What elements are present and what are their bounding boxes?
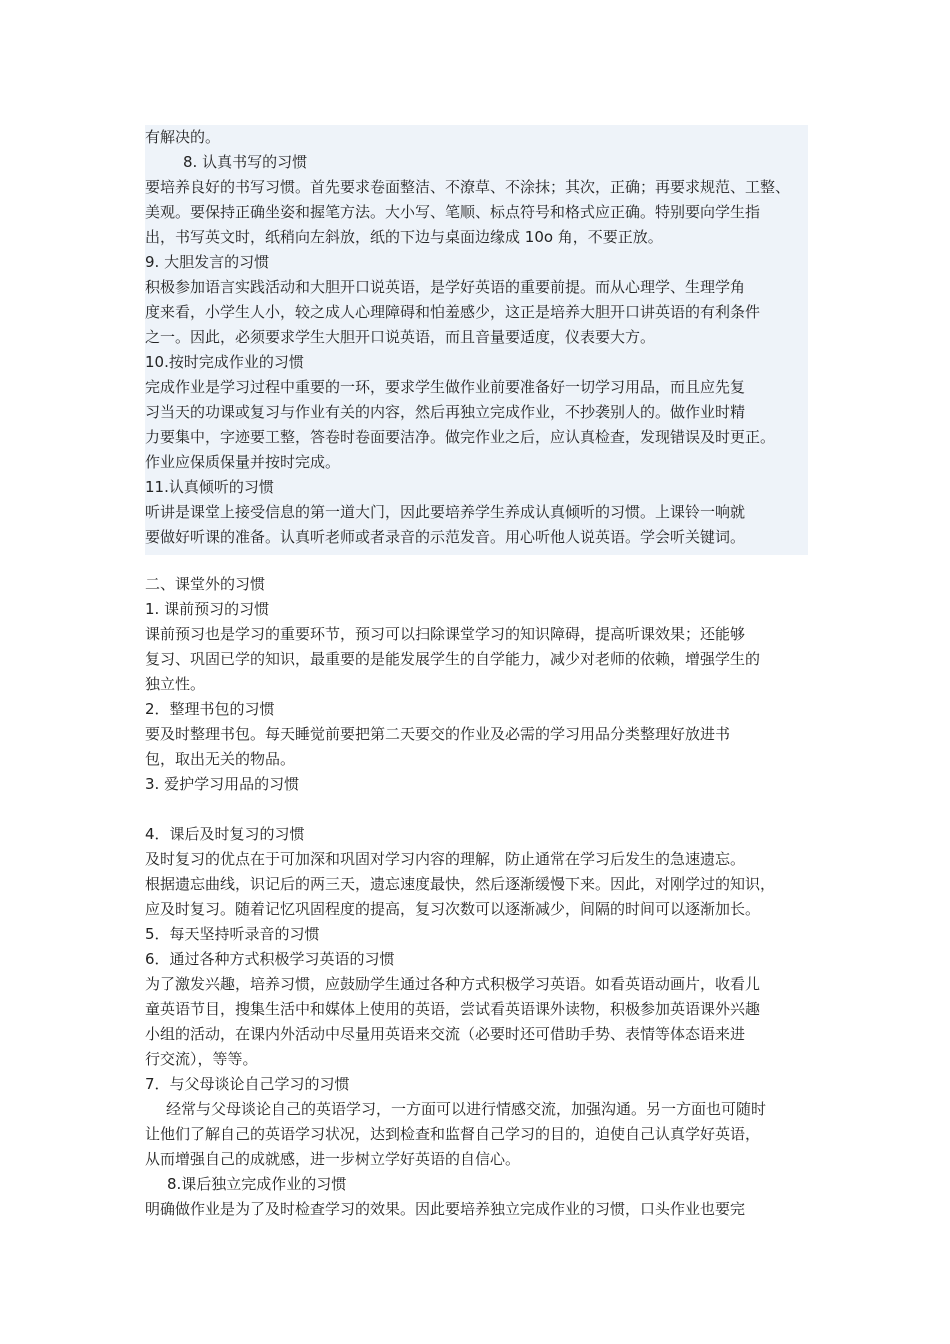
section-heading: 11.认真倾听的习惯 xyxy=(145,478,274,496)
text-line: 要做好听课的准备。认真听老师或者录音的示范发音。用心听他人说英语。学会听关键词。 xyxy=(145,528,746,546)
text-line: 从而增强自己的成就感，进一步树立学好英语的自信心。 xyxy=(145,1150,521,1168)
section-heading: 9. 大胆发言的习惯 xyxy=(145,253,270,271)
text-line: 课前预习也是学习的重要环节，预习可以扫除课堂学习的知识障碍，提高听课效果；还能够 xyxy=(145,625,746,643)
text-line: 积极参加语言实践活动和大胆开口说英语，是学好英语的重要前提。而从心理学、生理学角 xyxy=(145,278,746,296)
text-line: 为了激发兴趣，培养习惯，应鼓励学生通过各种方式积极学习英语。如看英语动画片，收看儿 xyxy=(145,975,761,993)
section-heading: 1. 课前预习的习惯 xyxy=(145,600,270,618)
text-line: 明确做作业是为了及时检查学习的效果。因此要培养独立完成作业的习惯，口头作业也要完 xyxy=(145,1200,746,1218)
text-line: 出，书写英文时，纸稍向左斜放，纸的下边与桌面边缘成 10o 角，不要正放。 xyxy=(145,228,663,246)
section-heading: 2．整理书包的习惯 xyxy=(145,700,275,718)
section-heading: 5．每天坚持听录音的习惯 xyxy=(145,925,320,943)
text-line: 及时复习的优点在于可加深和巩固对学习内容的理解，防止通常在学习后发生的急速遗忘。 xyxy=(145,850,746,868)
body-text-block xyxy=(145,572,808,1222)
text-line: 作业应保质保量并按时完成。 xyxy=(145,453,341,471)
text-line: 完成作业是学习过程中重要的一环，要求学生做作业前要准备好一切学习用品，而且应先复 xyxy=(145,378,746,396)
section-heading: 8. 认真书写的习惯 xyxy=(183,153,308,171)
section-heading: 4．课后及时复习的习惯 xyxy=(145,825,305,843)
text-line: 小组的活动，在课内外活动中尽量用英语来交流（必要时还可借助手势、表情等体态语来进 xyxy=(145,1025,746,1043)
text-line: 让他们了解自己的英语学习状况，达到检查和监督自己学习的目的，迫使自己认真学好英语， xyxy=(145,1125,761,1143)
section-heading: 3. 爱护学习用品的习惯 xyxy=(145,775,300,793)
blank-line xyxy=(145,797,808,822)
highlighted-text-block xyxy=(145,125,808,555)
text-line: 听讲是课堂上接受信息的第一道大门，因此要培养学生养成认真倾听的习惯。上课铃一响就 xyxy=(145,503,746,521)
text-line: 美观。要保持正确坐姿和握笔方法。大小写、笔顺、标点符号和格式应正确。特别要向学生指 xyxy=(145,203,761,221)
text-line: 要及时整理书包。每天睡觉前要把第二天要交的作业及必需的学习用品分类整理好放进书 xyxy=(145,725,731,743)
text-line: 经常与父母谈论自己的英语学习，一方面可以进行情感交流，加强沟通。另一方面也可随时 xyxy=(166,1100,767,1118)
text-line: 要培养良好的书写习惯。首先要求卷面整洁、不潦草、不涂抹；其次，正确；再要求规范、工整、 xyxy=(145,178,791,196)
section-heading: 7．与父母谈论自己学习的习惯 xyxy=(145,1075,350,1093)
section-heading: 8.课后独立完成作业的习惯 xyxy=(167,1175,347,1193)
text-line: 独立性。 xyxy=(145,675,206,693)
text-line: 习当天的功课或复习与作业有关的内容，然后再独立完成作业，不抄袭别人的。做作业时精 xyxy=(145,403,746,421)
text-line: 之一。因此，必须要求学生大胆开口说英语，而且音量要适度，仪表要大方。 xyxy=(145,328,656,346)
text-line: 行交流），等等。 xyxy=(145,1050,258,1068)
text-line: 根据遗忘曲线，识记后的两三天，遗忘速度最快，然后逐渐缓慢下来。因此，对刚学过的知识， xyxy=(145,875,776,893)
section-heading: 6．通过各种方式积极学习英语的习惯 xyxy=(145,950,395,968)
text-line: 应及时复习。随着记忆巩固程度的提高，复习次数可以逐渐减少，间隔的时间可以逐渐加长。 xyxy=(145,900,761,918)
text-line: 包，取出无关的物品。 xyxy=(145,750,296,768)
text-line: 复习、巩固已学的知识，最重要的是能发展学生的自学能力，减少对老师的依赖，增强学生的 xyxy=(145,650,761,668)
text-line: 童英语节目，搜集生活中和媒体上使用的英语，尝试看英语课外读物，积极参加英语课外兴趣 xyxy=(145,1000,761,1018)
text-line: 力要集中，字迹要工整，答卷时卷面要洁净。做完作业之后，应认真检查，发现错误及时更正。 xyxy=(145,428,776,446)
chapter-heading: 二、课堂外的习惯 xyxy=(145,575,266,593)
section-heading: 10.按时完成作业的习惯 xyxy=(145,353,304,371)
text-line: 度来看，小学生人小，较之成人心理障碍和怕羞感少，这正是培养大胆开口讲英语的有利条件 xyxy=(145,303,761,321)
text-line: 有解决的。 xyxy=(145,128,221,146)
